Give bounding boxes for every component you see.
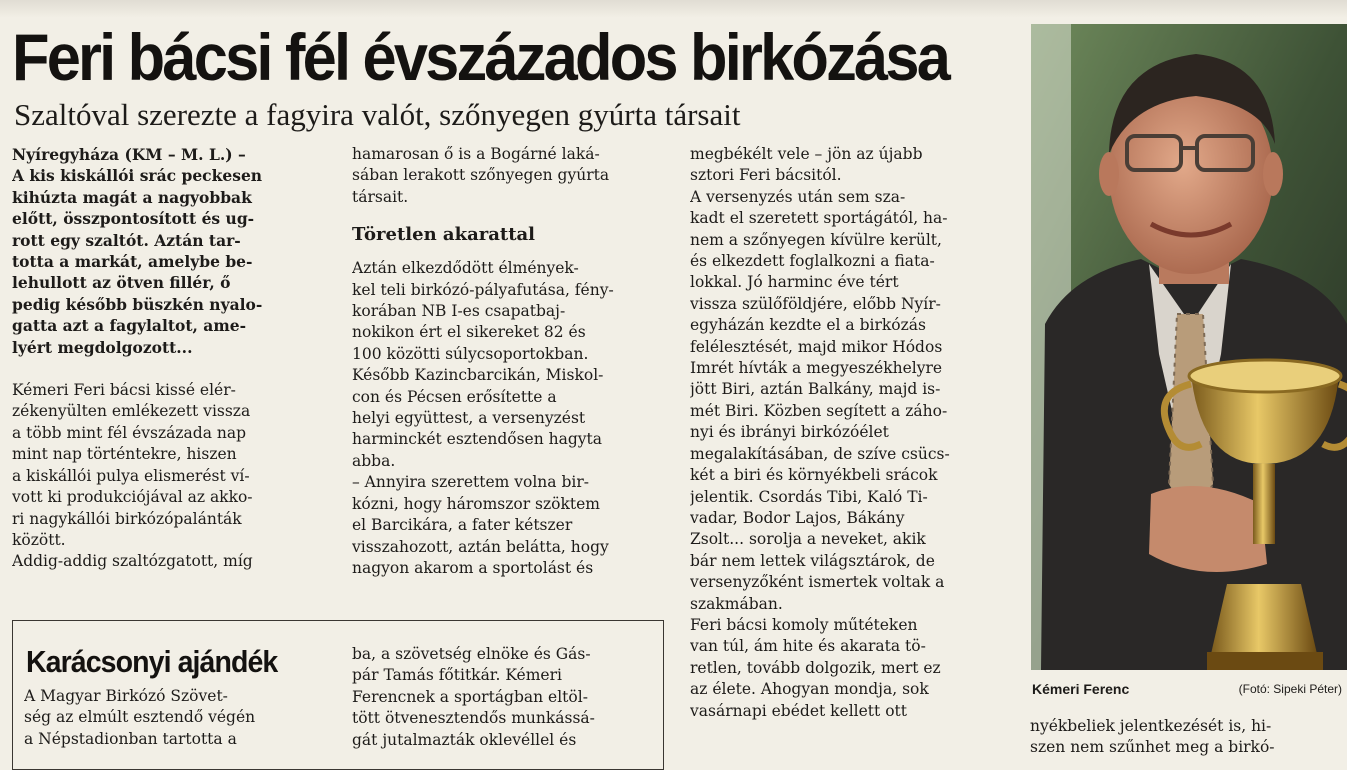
text-line: van túl, ám hite és akarata tö- <box>690 637 926 656</box>
text-line: bár nem lettek világsztárok, de <box>690 551 935 570</box>
subheadline: Szaltóval szerezte a fagyira valót, szőnyegen gyúrta társait <box>14 97 741 132</box>
text-line: a kiskállói pulya elismerést ví- <box>12 466 250 485</box>
text-line: Zsolt... sorolja a neveket, akik <box>690 530 926 549</box>
text-line: egyházán kezdte el a birkózás <box>690 316 926 335</box>
text-line: hamarosan ő is a Bogárné laká- <box>352 145 600 163</box>
text-line: ba, a szövetség elnöke és Gás- <box>352 645 591 663</box>
text-line: előtt, összpontosított és ug- <box>12 209 255 229</box>
portrait-with-trophy-icon <box>1031 24 1347 670</box>
article-column-2 <box>352 144 672 610</box>
text-line: ri nagykállói birkózópalánták <box>12 509 242 528</box>
text-line: kózni, hogy háromszor szöktem <box>352 494 600 513</box>
text-line: nyékbeliek jelentkezését is, hi- <box>1030 717 1272 735</box>
text-line: totta a markát, amelybe be- <box>12 252 253 272</box>
text-line: lokkal. Jó harminc éve tért <box>690 273 899 292</box>
text-line: vasárnapi ebédet kellett ott <box>690 701 907 720</box>
text-line: szakmában. <box>690 594 783 613</box>
text-line: sában lerakott szőnyegen gyúrta <box>352 166 610 185</box>
article-column-1 <box>12 144 330 616</box>
text-line: mint nap történtekre, hiszen <box>12 445 237 464</box>
text-line: megalakításában, de szíve csücs- <box>690 444 950 463</box>
text-line: zékenyülten emlékezett vissza <box>12 402 251 421</box>
text-line: el Barcikára, a fater kétszer <box>352 516 573 535</box>
text-line: harminckét esztendősen hagyta <box>352 430 603 449</box>
text-line: a több mint fél évszázada nap <box>12 423 247 442</box>
crosshead: Töretlen akarattal <box>352 224 536 246</box>
sidebar-box-column-1 <box>24 686 334 758</box>
caption-credit: (Fotó: Sipeki Péter) <box>1238 682 1342 696</box>
text-line: Később Kazincbarcikán, Miskol- <box>352 366 604 385</box>
text-line: Ferencnek a sportágban eltöl- <box>352 687 588 706</box>
text-line: A Magyar Birkózó Szövet- <box>24 687 228 705</box>
text-line: lyért megdolgozott... <box>12 337 193 357</box>
article-column-4 <box>1030 716 1347 758</box>
text-line: visszahozott, aztán belátta, hogy <box>352 537 609 556</box>
text-line: mét Biri. Közben segített a záho- <box>690 401 948 420</box>
text-line: nyi és ibrányi birkózóélet <box>690 423 889 442</box>
portrait-photo <box>1031 24 1347 670</box>
text-line: A versenyzés után sem sza- <box>690 187 906 206</box>
text-line: ség az elmúlt esztendő végén <box>24 708 256 727</box>
text-line: kadt el szeretett sportágától, ha- <box>690 209 948 228</box>
lead-paragraph <box>12 144 330 358</box>
text-line: az élete. Ahogyan mondja, sok <box>690 680 929 699</box>
paragraph-gap <box>12 358 330 380</box>
text-line: vott ki produkciójával az akko- <box>12 488 253 507</box>
text-line: 100 közötti súlycsoportokban. <box>352 344 589 363</box>
text-line: korában NB I-es csapatbaj- <box>352 302 566 321</box>
text-line: A kis kiskállói srác peckesen <box>12 166 263 186</box>
text-line: nem a szőnyegen kívülre került, <box>690 230 942 249</box>
text-line: – Annyira szerettem volna bir- <box>352 473 589 492</box>
text-line: kihúzta magát a nagyobbak <box>12 187 252 207</box>
text-line: szen nem szűnhet meg a birkó- <box>1030 738 1275 757</box>
text-line: megbékélt vele – jön az újabb <box>690 145 923 163</box>
paragraph <box>352 644 658 751</box>
paragraph <box>690 144 1008 722</box>
paragraph <box>12 380 330 573</box>
text-line: lehullott az ötven fillér, ő <box>12 273 231 293</box>
text-line: és elkezdett foglalkozni a fiata- <box>690 252 935 271</box>
text-line: vissza szülőföldjére, előbb Nyír- <box>690 294 941 313</box>
sidebar-box-column-2 <box>352 644 658 758</box>
text-line: jött Biri, aztán Balkány, majd is- <box>690 380 941 399</box>
paragraph <box>352 144 672 208</box>
text-line: rott egy szaltót. Aztán tar- <box>12 230 241 250</box>
paragraph <box>24 686 334 750</box>
text-line: felélesztését, majd mikor Hódos <box>690 337 943 356</box>
photo-caption <box>1032 678 1344 700</box>
text-line: vadar, Bodor Lajos, Bákány <box>690 508 905 527</box>
text-line: Nyíregyháza (KM – M. L.) – <box>12 145 246 164</box>
page-top-edge <box>0 0 1347 18</box>
sidebar-box-title: Karácsonyi ajándék <box>26 644 278 679</box>
text-line: között. <box>12 530 66 549</box>
article-column-3 <box>690 144 1008 758</box>
text-line: tött ötvenesztendős munkássá- <box>352 709 595 728</box>
text-line: Aztán elkezdődött élmények- <box>352 259 579 278</box>
paragraph <box>1030 716 1347 758</box>
text-line: társait. <box>352 187 409 206</box>
text-line: versenyzőként ismertek voltak a <box>690 573 945 592</box>
caption-name: Kémeri Ferenc <box>1032 681 1130 697</box>
headline: Feri bácsi fél évszázados birkózása <box>12 20 949 94</box>
text-line: Imrét hívták a megyeszékhelyre <box>690 359 943 378</box>
text-line: nagyon akarom a sportolást és <box>352 558 594 577</box>
text-line: a Népstadionban tartotta a <box>24 729 237 748</box>
text-line: nokikon ért el sikereket 82 és <box>352 323 586 342</box>
text-line: gatta azt a fagylaltot, ame- <box>12 316 247 336</box>
text-line: jelentik. Csordás Tibi, Kaló Ti- <box>690 487 928 506</box>
text-line: con és Pécsen erősítette a <box>352 387 557 406</box>
text-line: Kémeri Feri bácsi kissé elér- <box>12 381 236 400</box>
text-line: helyi együttest, a versenyzést <box>352 409 586 428</box>
text-line: pedig később büszkén nyalo- <box>12 294 263 314</box>
text-line: pár Tamás főtitkár. Kémeri <box>352 666 562 685</box>
text-line: Addig-addig szaltózgatott, míg <box>12 552 253 571</box>
text-line: abba. <box>352 451 396 470</box>
text-line: gát jutalmazták oklevéllel és <box>352 730 577 749</box>
text-line: retlen, tovább dolgozik, mert ez <box>690 658 941 677</box>
text-line: Feri bácsi komoly műtéteken <box>690 615 918 634</box>
text-line: sztori Feri bácsitól. <box>690 166 842 185</box>
text-line: két a biri és környékbeli srácok <box>690 466 938 485</box>
paragraph <box>352 258 672 579</box>
text-line: kel teli birkózó-pályafutása, fény- <box>352 280 614 299</box>
